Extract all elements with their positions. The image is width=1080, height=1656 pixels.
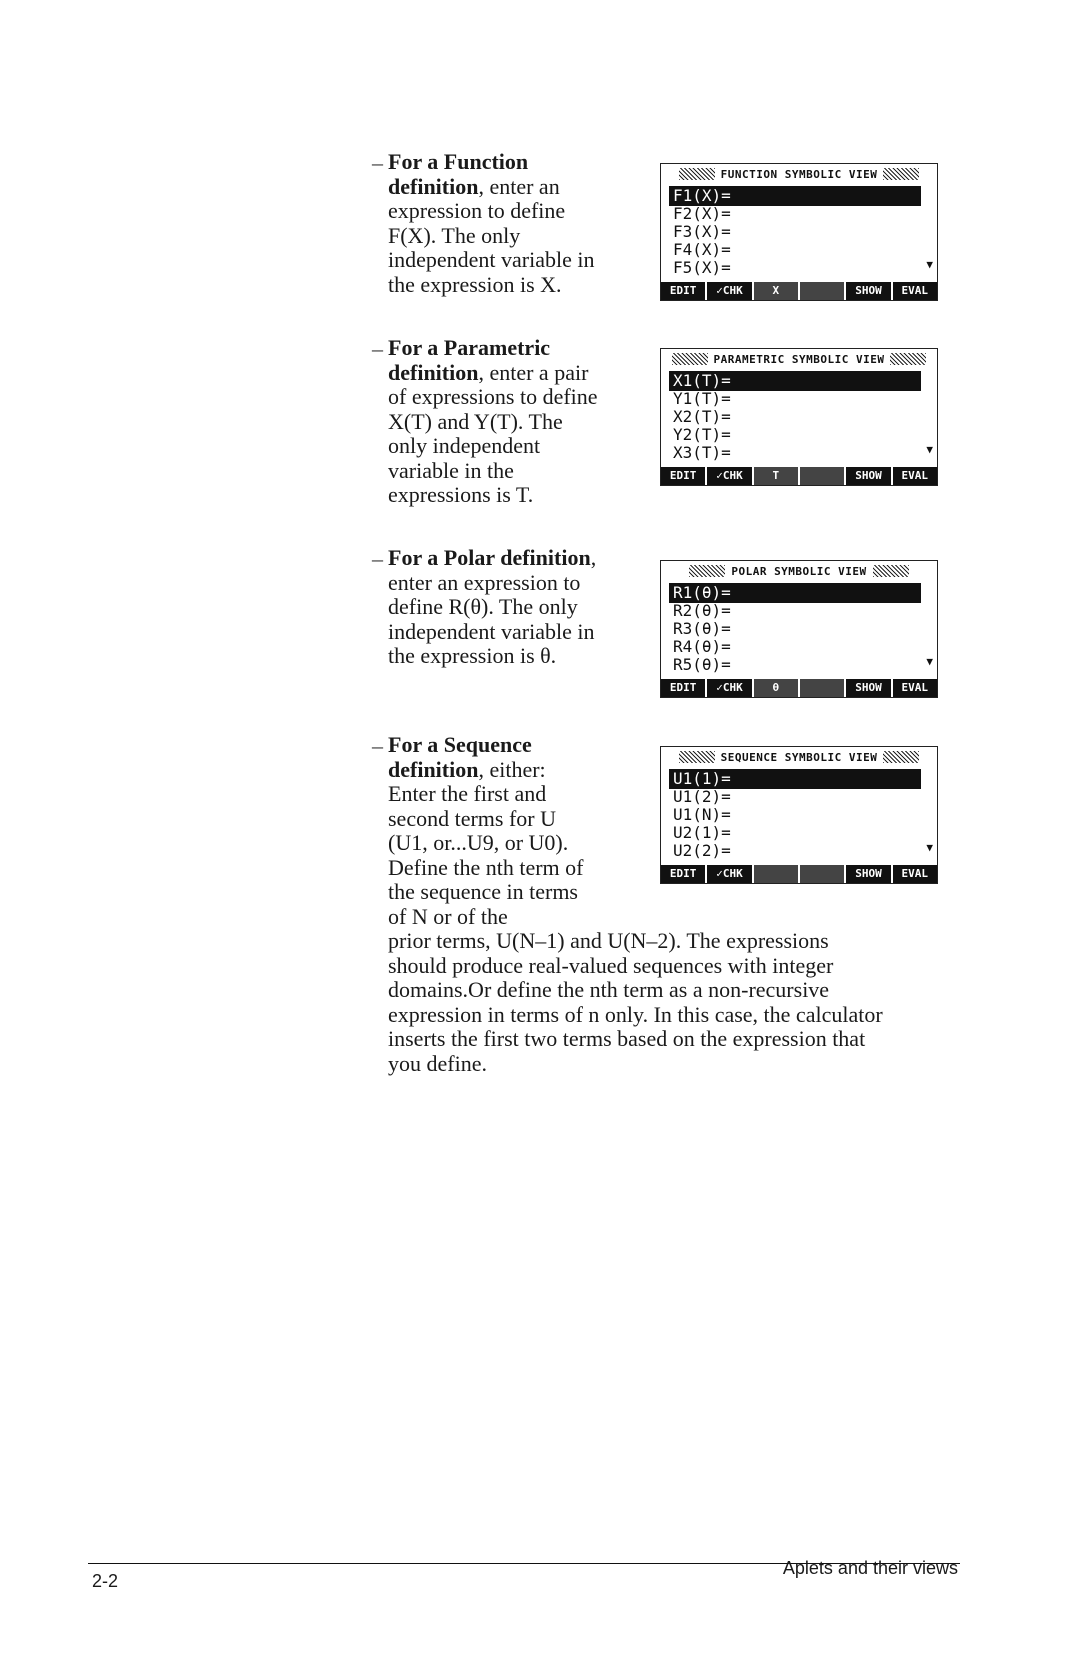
symbolic-row[interactable]: Y1(T)= bbox=[673, 389, 731, 408]
edit-key[interactable]: EDIT bbox=[661, 679, 705, 697]
function-description bbox=[388, 150, 598, 297]
symbolic-row-selected[interactable]: F1(X)= bbox=[669, 186, 921, 206]
show-key[interactable]: SHOW bbox=[846, 467, 890, 485]
check-key[interactable]: ✓CHK bbox=[707, 865, 751, 883]
section-title: Aplets and their views bbox=[782, 1558, 958, 1578]
page-number: 2-2 bbox=[92, 1571, 119, 1591]
edit-key[interactable]: EDIT bbox=[661, 865, 705, 883]
symbolic-row[interactable]: U2(1)= bbox=[673, 823, 731, 842]
parametric-symbolic-screen bbox=[660, 348, 938, 486]
show-key[interactable]: SHOW bbox=[846, 865, 890, 883]
screen-title bbox=[661, 561, 937, 581]
scroll-down-icon: ▼ bbox=[926, 443, 933, 456]
sequence-lead: For a Sequence definition bbox=[388, 732, 532, 782]
eval-key[interactable]: EVAL bbox=[893, 865, 937, 883]
show-key[interactable]: SHOW bbox=[846, 282, 890, 300]
symbolic-row[interactable]: X2(T)= bbox=[673, 407, 731, 426]
symbolic-row[interactable]: R3(θ)= bbox=[673, 619, 731, 638]
symbolic-row-selected[interactable]: X1(T)= bbox=[669, 371, 921, 391]
symbolic-row[interactable]: F3(X)= bbox=[673, 222, 731, 241]
function-lead: For a Function definition bbox=[388, 149, 529, 199]
screen-title bbox=[661, 164, 937, 184]
scroll-down-icon: ▼ bbox=[926, 841, 933, 854]
screen-title-text: PARAMETRIC SYMBOLIC VIEW bbox=[713, 352, 885, 366]
scroll-down-icon: ▼ bbox=[926, 655, 933, 668]
blank-key bbox=[800, 282, 844, 300]
eval-key[interactable]: EVAL bbox=[893, 467, 937, 485]
list-dash: – bbox=[372, 336, 383, 361]
function-text: , enter an expression to define F(X). The only independent variable in the expression is X. bbox=[388, 173, 595, 297]
symbolic-row[interactable]: R2(θ)= bbox=[673, 601, 731, 620]
edit-key[interactable]: EDIT bbox=[661, 467, 705, 485]
symbolic-row[interactable]: U1(N)= bbox=[673, 805, 731, 824]
symbolic-row[interactable]: Y2(T)= bbox=[673, 425, 731, 444]
list-dash: – bbox=[372, 546, 383, 571]
variable-key[interactable]: T bbox=[754, 467, 798, 485]
symbolic-row[interactable]: F2(X)= bbox=[673, 204, 731, 223]
check-key[interactable]: ✓CHK bbox=[707, 467, 751, 485]
eval-key[interactable]: EVAL bbox=[893, 679, 937, 697]
parametric-lead: For a Parametric definition bbox=[388, 335, 551, 385]
screen-title-text: POLAR SYMBOLIC VIEW bbox=[731, 564, 867, 578]
hatch-pattern bbox=[689, 565, 725, 577]
screen-title-text: SEQUENCE SYMBOLIC VIEW bbox=[720, 750, 878, 764]
polar-text: , enter an expression to define R(θ). The only independent variable in the expression is θ. bbox=[388, 545, 597, 668]
parametric-text: , enter a pair of expressions to define X(T) and Y(T). The only independent variable in the expressions is T. bbox=[388, 359, 598, 507]
symbolic-row[interactable]: U1(2)= bbox=[673, 787, 731, 806]
symbolic-row[interactable]: F4(X)= bbox=[673, 240, 731, 259]
screen-title-text: FUNCTION SYMBOLIC VIEW bbox=[720, 167, 878, 181]
eval-key[interactable]: EVAL bbox=[893, 282, 937, 300]
symbolic-row[interactable]: R4(θ)= bbox=[673, 637, 731, 656]
sequence-text: , either: Enter the first and second terms for U (U1, or...U9, or U0). Define the nth term of the sequence in terms of N or of the bbox=[388, 756, 584, 929]
screen-title bbox=[661, 747, 937, 767]
variable-key[interactable]: θ bbox=[754, 679, 798, 697]
softkey-menu bbox=[661, 679, 937, 697]
variable-key[interactable]: X bbox=[754, 282, 798, 300]
hatch-pattern bbox=[873, 565, 909, 577]
sequence-description bbox=[388, 733, 598, 929]
hatch-pattern bbox=[679, 168, 715, 180]
screen-title bbox=[661, 349, 937, 369]
symbolic-row-selected[interactable]: R1(θ)= bbox=[669, 583, 921, 603]
scroll-down-icon: ▼ bbox=[926, 258, 933, 271]
hatch-pattern bbox=[883, 751, 919, 763]
function-symbolic-screen bbox=[660, 163, 938, 301]
edit-key[interactable]: EDIT bbox=[661, 282, 705, 300]
polar-description bbox=[388, 546, 598, 669]
list-dash: – bbox=[372, 150, 383, 175]
blank-key bbox=[800, 865, 844, 883]
hatch-pattern bbox=[672, 353, 708, 365]
softkey-menu bbox=[661, 865, 937, 883]
symbolic-row[interactable]: X3(T)= bbox=[673, 443, 731, 462]
blank-key bbox=[800, 467, 844, 485]
parametric-description bbox=[388, 336, 598, 508]
hatch-pattern bbox=[679, 751, 715, 763]
softkey-menu bbox=[661, 467, 937, 485]
hatch-pattern bbox=[883, 168, 919, 180]
show-key[interactable]: SHOW bbox=[846, 679, 890, 697]
sequence-symbolic-screen bbox=[660, 746, 938, 884]
check-key[interactable]: ✓CHK bbox=[707, 282, 751, 300]
hatch-pattern bbox=[890, 353, 926, 365]
sequence-continuation: prior terms, U(N–1) and U(N–2). The expressions should produce real-valued sequences with integer domains.Or define the nth term as a non-recursive expression in terms of n only. In this case, the calculator inserts the first two terms based on the expression that you define. bbox=[388, 928, 883, 1076]
softkey-menu bbox=[661, 282, 937, 300]
symbolic-row-selected[interactable]: U1(1)= bbox=[669, 769, 921, 789]
symbolic-row[interactable]: U2(2)= bbox=[673, 841, 731, 860]
polar-symbolic-screen bbox=[660, 560, 938, 698]
symbolic-row[interactable]: F5(X)= bbox=[673, 258, 731, 277]
blank-key bbox=[800, 679, 844, 697]
polar-lead: For a Polar definition bbox=[388, 545, 591, 570]
symbolic-row[interactable]: R5(θ)= bbox=[673, 655, 731, 674]
list-dash: – bbox=[372, 733, 383, 758]
check-key[interactable]: ✓CHK bbox=[707, 679, 751, 697]
blank-key bbox=[754, 865, 798, 883]
